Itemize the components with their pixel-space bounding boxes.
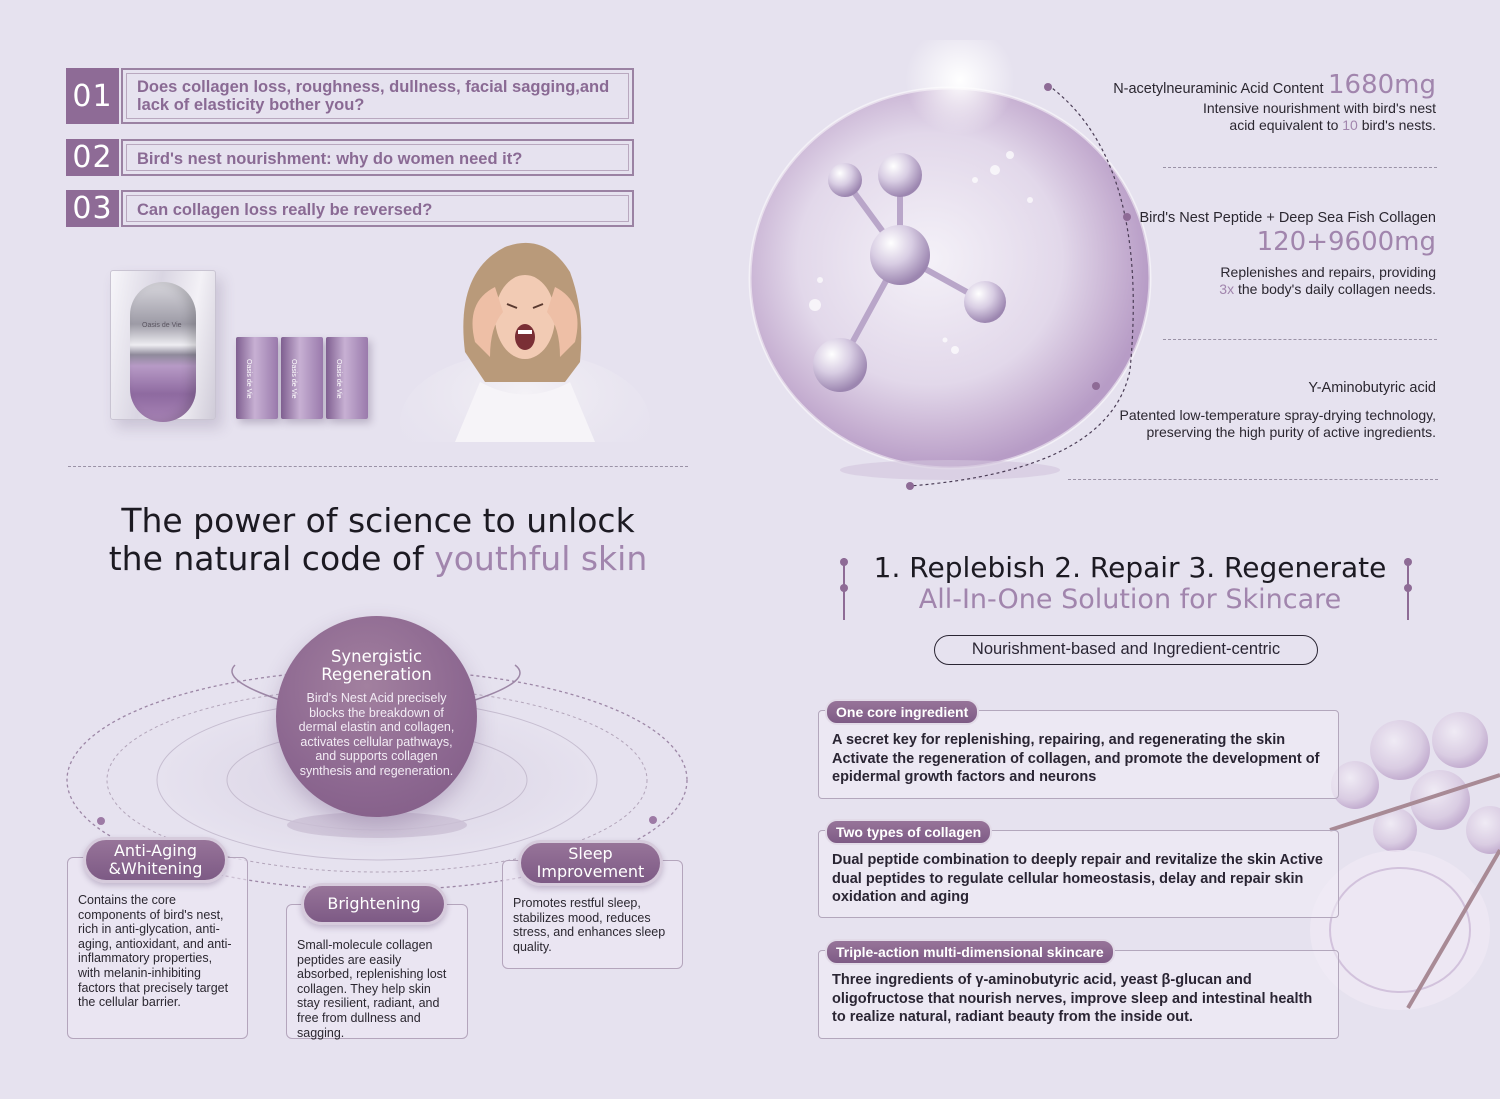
question-row-3 xyxy=(66,190,634,227)
stat-desc-2: preserving the high purity of active ingredients. xyxy=(1146,423,1436,440)
stat-collagen xyxy=(1040,210,1436,297)
feature-text: A secret key for replenishing, repairing, and regenerating the skin Activate the regeneration of collagen, and promote the development of epidermal growth factors and neurons xyxy=(832,732,1320,785)
stat-desc-2 xyxy=(1040,281,1436,298)
question-text: Can collagen loss really be reversed? xyxy=(121,190,634,227)
sachet-image xyxy=(281,337,323,419)
feature-tag-collagen: Two types of collagen xyxy=(825,819,992,845)
replenish-title: 1. Replebish 2. Repair 3. Regenerate xyxy=(873,551,1387,584)
section-divider xyxy=(68,466,688,467)
question-row-2 xyxy=(66,139,634,176)
synergistic-regeneration-circle xyxy=(276,616,477,817)
stat-gaba xyxy=(1040,380,1436,440)
stat-desc-1: Patented low-temperature spray-drying technology, xyxy=(1119,407,1436,423)
benefit-pill-sleep xyxy=(518,840,663,886)
sachet-brand: Oasis de Vie xyxy=(335,359,342,399)
stat-desc-suffix: the body's daily collagen needs. xyxy=(1234,280,1436,297)
stat-divider xyxy=(1163,167,1437,168)
benefit-body: Contains the core components of bird's nest, rich in anti-glycation, anti-aging, antioxidant, and anti-inflammatory properties, with melanin-inhibiting factors that precisely target the cellular barrier. xyxy=(78,893,232,1010)
stat-value: 1680mg xyxy=(1328,70,1436,100)
stat-nana xyxy=(1040,70,1436,133)
question-text: Does collagen loss, roughness, dullness, facial sagging,and lack of elasticity bother you? xyxy=(121,68,634,124)
headline-accent: youthful skin xyxy=(434,539,648,578)
sachet-image xyxy=(326,337,368,419)
benefit-title: Brightening xyxy=(327,894,421,913)
sachet-brand: Oasis de Vie xyxy=(245,359,252,399)
headline xyxy=(60,502,696,578)
stat-label: N-acetylneuraminic Acid Content xyxy=(1113,81,1324,97)
tagline-pill: Nourishment-based and Ingredient-centric xyxy=(934,635,1318,665)
feature-text: Three ingredients of γ-aminobutyric acid, yeast β-glucan and oligofructose that nourish nerves, improve sleep and intestinal health to realize natural, radiant beauty from the inside out. xyxy=(832,972,1313,1025)
question-number: 02 xyxy=(66,139,119,176)
headline-line-2 xyxy=(60,540,696,578)
benefit-pill-brightening xyxy=(301,883,447,925)
product-brand: Oasis de Vie xyxy=(142,322,182,329)
question-number: 03 xyxy=(66,190,119,227)
stat-label: Bird's Nest Peptide + Deep Sea Fish Collagen xyxy=(1139,210,1436,226)
stat-divider xyxy=(1163,339,1437,340)
benefit-pill-anti-aging xyxy=(83,837,228,883)
stat-label: Y-Aminobutyric acid xyxy=(1308,380,1436,396)
stat-desc-1: Replenishes and repairs, providing xyxy=(1220,264,1436,280)
stat-desc-2 xyxy=(1040,117,1436,134)
question-row-1 xyxy=(66,68,634,124)
sachet-image xyxy=(236,337,278,419)
replenish-subtitle: All-In-One Solution for Skincare xyxy=(918,584,1342,615)
product-capsule-image xyxy=(130,282,196,422)
benefit-body: Small-molecule collagen peptides are easily absorbed, replenishing lost collagen. They help skin stay resilient, radiant, and free from dullness and sagging. xyxy=(297,938,447,1040)
stressed-woman-image xyxy=(395,232,655,442)
stat-value: 120+9600mg xyxy=(1256,227,1436,257)
sachet-brand: Oasis de Vie xyxy=(290,359,297,399)
benefit-title: Sleep Improvement xyxy=(536,844,645,881)
feature-tag-core-ingredient: One core ingredient xyxy=(825,699,979,725)
stat-desc-suffix: bird's nests. xyxy=(1357,116,1436,133)
stat-divider xyxy=(1068,479,1438,480)
center-title: Synergistic Regeneration xyxy=(321,647,432,684)
headline-line-2-prefix: the natural code of xyxy=(108,539,435,578)
headline-line-1: The power of science to unlock xyxy=(121,501,635,540)
benefit-title: Anti-Aging &Whitening xyxy=(108,841,203,878)
benefit-card-anti-aging xyxy=(67,857,248,1039)
stat-desc-1: Intensive nourishment with bird's nest xyxy=(1202,100,1436,116)
benefit-body: Promotes restful sleep, stabilizes mood, reduces stress, and enhances sleep quality. xyxy=(513,896,666,954)
feature-text: Dual peptide combination to deeply repair and revitalize the skin Active dual peptides to regulate cellular homeostasis, delay and repair skin oxidation and aging xyxy=(832,852,1323,905)
stat-desc-prefix: acid equivalent to xyxy=(1229,116,1343,133)
question-text: Bird's nest nourishment: why do women need it? xyxy=(121,139,634,176)
stat-desc-highlight: 10 xyxy=(1342,116,1358,133)
feature-tag-triple-action: Triple-action multi-dimensional skincare xyxy=(825,939,1115,965)
stat-desc-highlight: 3x xyxy=(1219,280,1235,297)
center-body: Bird's Nest Acid precisely blocks the breakdown of dermal elastin and collagen, activates cellular pathways, and supports collagen synthesis and regeneration. xyxy=(298,691,455,778)
stat-header xyxy=(1040,70,1436,100)
question-number: 01 xyxy=(66,68,119,124)
